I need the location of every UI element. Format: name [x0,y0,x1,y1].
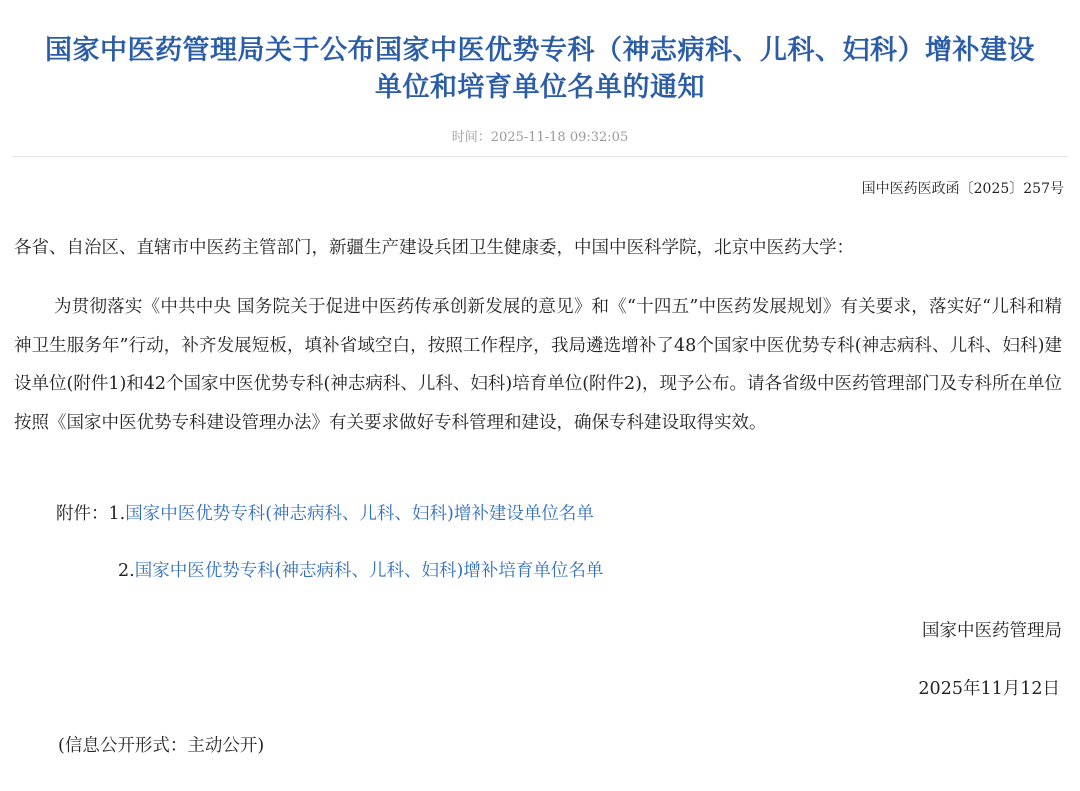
salutation: 各省、自治区、直辖市中医药主管部门，新疆生产建设兵团卫生健康委，中国中医科学院，北京中医药大学： [14,238,854,258]
signature-date: 2025年11月12日 [918,679,1060,699]
page-title [10,32,1070,106]
page-title-line-2: 单位和培育单位名单的通知 [375,72,705,103]
publish-time: 时间：2025-11-18 09:32:05 [451,130,629,145]
page-title-line-1: 国家中医药管理局关于公布国家中医优势专科（神志病科、儿科、妇科）增补建设 [45,35,1035,66]
attachment-row-1 [56,500,594,528]
attachment-row-2 [118,557,603,585]
body-paragraph: 为贯彻落实《中共中央 国务院关于促进中医药传承创新发展的意见》和《“十四五”中医药发展规划》有关要求，落实好“儿科和精神卫生服务年”行动，补齐发展短板，填补省域空白，按照工作程序，我局遴选增补了48个国家中医优势专科(神志病科、儿科、妇科)建设单位(附件1)和42个国家中医优势专科(神志病科、儿科、妇科)培育单位(附件2)，现予公布。请各省级中医药管理部门及专科所在单位按照《国家中医优势专科建设管理办法》有关要求做好专科管理和建设，确保专科建设取得实效。 [14,297,1062,433]
attachment-number-2: 2. [118,561,135,581]
disclosure-note: (信息公开形式：主动公开) [58,736,265,756]
attachment-number-1: 1. [108,504,126,524]
signature-org: 国家中医药管理局 [922,621,1062,641]
document-number: 国中医药医政函〔2025〕257号 [861,181,1064,197]
attachment-link-2[interactable]: 国家中医优势专科(神志病科、儿科、妇科)增补培育单位名单 [134,561,604,581]
attachment-prefix: 附件： [56,504,109,524]
header-divider [12,156,1068,157]
attachment-link-1[interactable]: 国家中医优势专科(神志病科、儿科、妇科)增补建设单位名单 [125,504,594,524]
